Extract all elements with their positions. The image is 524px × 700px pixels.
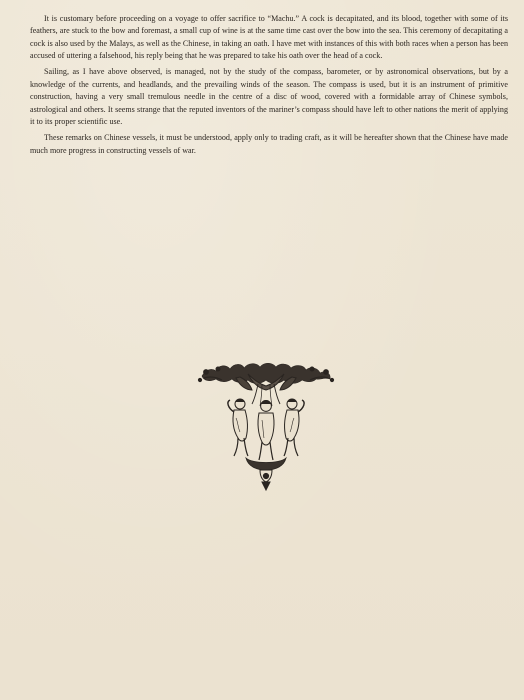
paragraph-sailing: Sailing, as I have above observed, is managed, not by the study of the compass, barometer, or by astronomical observations, but by a knowledge of the currents, and headlands, and the prevailing winds of the season. The compass is used, but it is an instrument of primitive construction, having a very small tremulous needle in the centre of a disc of wood, covered with a formidable array of Chinese symbols, astrological and others. It seems strange that the reputed inventors of the mariner’s compass should have left to other nations the merit of applying it to its proper scientific use. (30, 67, 508, 127)
cherub-fountain-vignette-icon (196, 360, 336, 492)
paragraph-sacrifice: It is customary before proceeding on a voyage to offer sacrifice to “Machu.” A cock is decapitated, and its blood, together with some of its feathers, are stuck to the bow and foremast, a small cup of wine is at the same time cast over the bow into the sea. This ceremony of decapitating a cock is also used by the Malays, as well as the Chinese, in taking an oath. I have met with instances of this with both races when a person has been accused of uttering a falsehood, his reply being that he was prepared to take his oath over the head of a cock. (30, 14, 508, 61)
body-text (30, 13, 508, 161)
paragraph-remarks: These remarks on Chinese vessels, it must be understood, apply only to trading craft, as it will be hereafter shown that the Chinese have made much more progress in constructing vessels of war. (30, 133, 508, 155)
